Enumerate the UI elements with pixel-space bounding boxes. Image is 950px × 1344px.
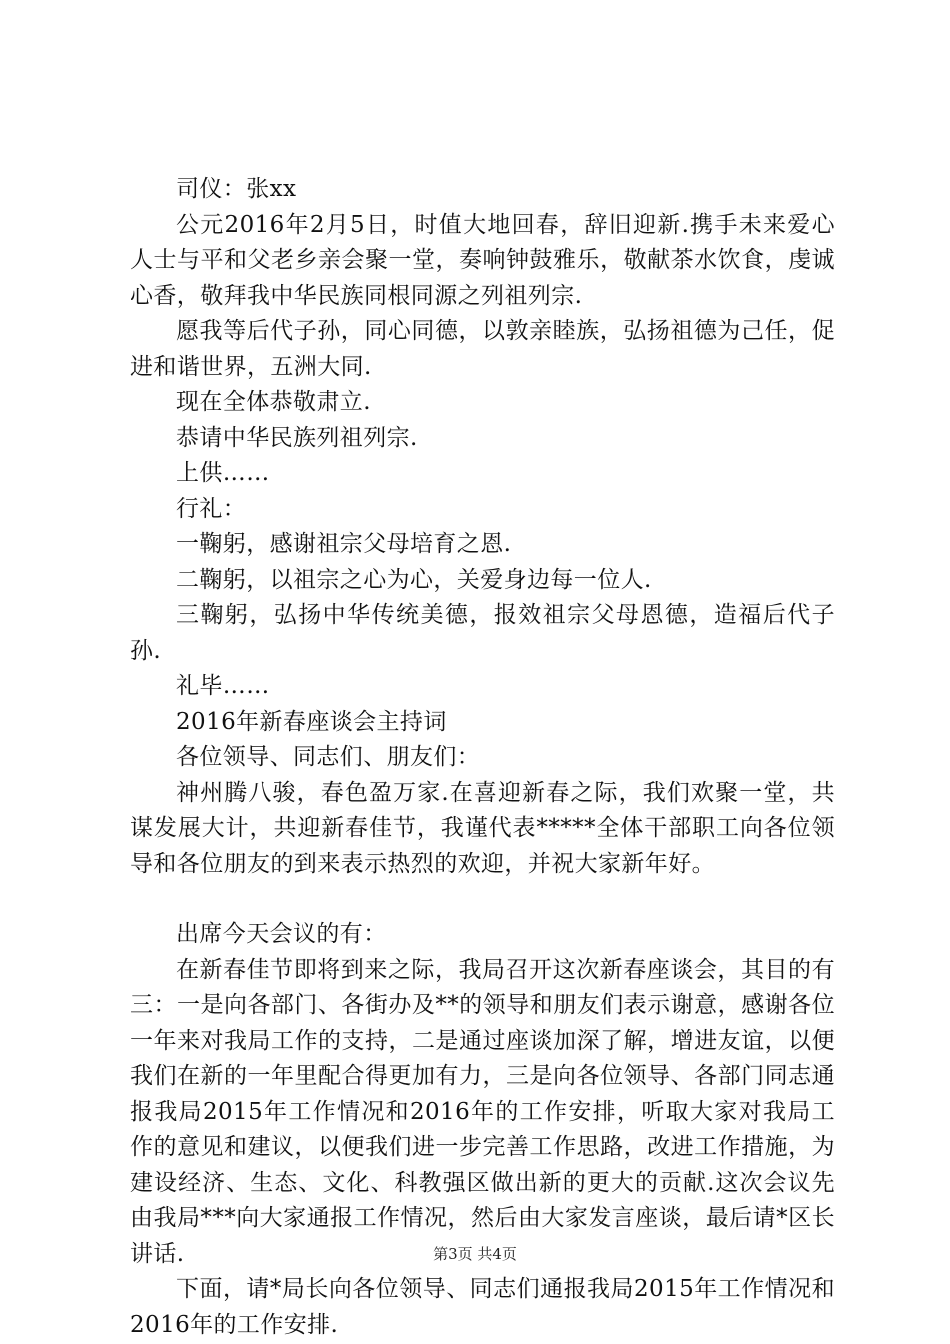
paragraph-purpose: 在新春佳节即将到来之际，我局召开这次新春座谈会，其目的有三：一是向各部门、各街办及**的领导和朋友们表示谢意，感谢各位一年来对我局工作的支持，二是通过座谈加深了解，增进友谊，以便我们在新的一年里配合得更加有力，三是向各位领导、各部门同志通报我局2015年工作情况和2016年的工作安排，听取大家对我局工作的意见和建议，以便我们进一步完善工作思路，改进工作措施，为建设经济、生态、文化、科教强区做出新的更大的贡献.这次会议先由我局***向大家通报工作情况，然后由大家发言座谈，最后请*区长讲话.: [130, 956, 835, 1267]
paragraph-welcome: 神州腾八骏，春色盈万家.在喜迎新春之际，我们欢聚一堂，共谋发展大计，共迎新春佳节，我谨代表*****全体干部职工向各位领导和各位朋友的到来表示热烈的欢迎，并祝大家新年好。: [130, 779, 835, 877]
blank-line: [130, 882, 835, 917]
page-number-footer: 第3页 共4页: [433, 1245, 517, 1263]
paragraph-stand: 现在全体恭敬肃立.: [176, 389, 371, 415]
paragraph-invite-ancestors: 恭请中华民族列祖列宗.: [176, 424, 418, 451]
paragraph-bow-2: 二鞠躬，以祖宗之心为心，关爱身边每一位人.: [176, 566, 652, 593]
document-body: [130, 172, 835, 1343]
section-title: 2016年新春座谈会主持词: [176, 708, 447, 735]
paragraph-greeting: 各位领导、同志们、朋友们：: [176, 744, 481, 770]
paragraph-host: 司仪：张xx: [176, 176, 297, 202]
paragraph-report: 下面，请*局长向各位领导、同志们通报我局2015年工作情况和2016年的工作安排.: [130, 1276, 835, 1338]
paragraph-bow-3: 三鞠躬，弘扬中华传统美德，报效祖宗父母恩德，造福后代子孙.: [130, 602, 835, 664]
paragraph-offering: 上供……: [176, 460, 270, 486]
paragraph-opening: 公元2016年2月5日，时值大地回春，辞旧迎新.携手未来爱心人士与平和父老乡亲会聚一堂，奏响钟鼓雅乐，敬献茶水饮食，虔诚心香，敬拜我中华民族同根同源之列祖列宗.: [130, 211, 835, 309]
paragraph-salute: 行礼：: [176, 495, 247, 522]
paragraph-wish: 愿我等后代子孙，同心同德，以敦亲睦族，弘扬祖德为己任，促进和谐世界，五洲大同.: [130, 318, 835, 380]
paragraph-attendees: 出席今天会议的有：: [176, 921, 387, 947]
paragraph-ceremony-end: 礼毕……: [176, 673, 270, 699]
paragraph-bow-1: 一鞠躬，感谢祖宗父母培育之恩.: [176, 531, 512, 557]
